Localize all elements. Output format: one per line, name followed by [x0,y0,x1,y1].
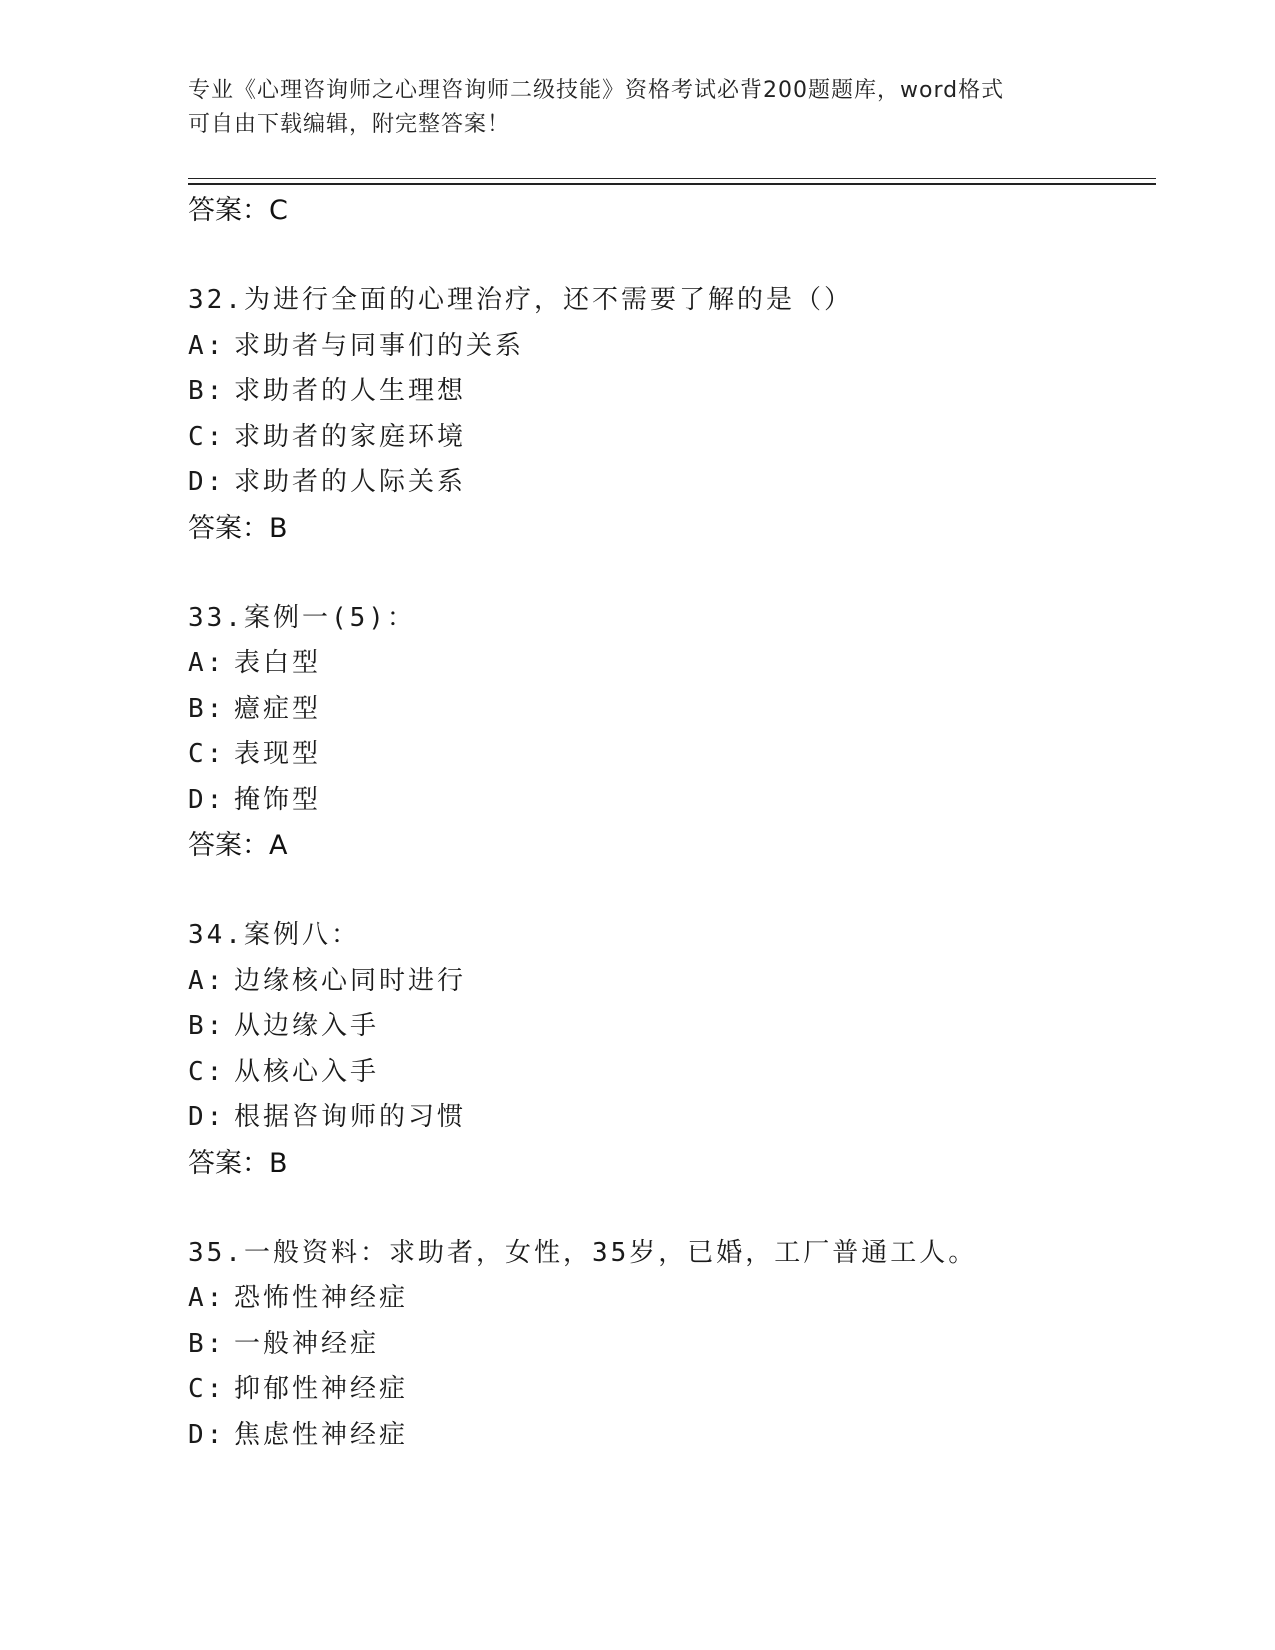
option-letter: C: [188,421,226,452]
header-divider-thick [188,183,1156,185]
option-a [188,324,1148,370]
option-letter: A: [188,648,226,678]
answer-line: 答案：B [188,1147,288,1179]
option-text: 表现型 [234,739,322,769]
option-letter: D: [188,1419,226,1450]
question-34 [188,913,1148,1187]
option-b [188,1322,1148,1368]
previous-answer: 答案：C [188,195,288,226]
question-list [188,188,1148,1458]
question-text: 33.案例一(5)： [188,602,416,633]
header-line-1: 专业《心理咨询师之心理咨询师二级技能》资格考试必背200题题库，word格式 [188,78,1005,103]
option-text: 焦虑性神经症 [234,1419,409,1450]
option-text: 求助者的人生理想 [234,376,467,406]
answer-line: 答案：B [188,512,288,544]
option-text: 表白型 [234,648,322,678]
option-text: 求助者与同事们的关系 [234,330,525,361]
question-text: 35.一般资料：求助者，女性，35岁，已婚，工厂普通工人。 [188,1237,978,1268]
option-d [188,1095,1148,1141]
option-d [188,1413,1148,1459]
option-b [188,687,1148,733]
option-d [188,460,1148,506]
option-letter: B: [188,693,226,724]
option-c [188,415,1148,461]
option-text: 一般神经症 [234,1328,380,1359]
header-line-2: 可自由下载编辑，附完整答案！ [188,112,511,137]
option-letter: B: [188,1328,226,1359]
option-d [188,778,1148,824]
option-text: 抑郁性神经症 [234,1374,409,1404]
option-letter: A: [188,965,226,996]
answer-line: 答案：A [188,830,288,861]
option-letter: D: [188,467,226,497]
option-text: 求助者的人际关系 [234,467,467,497]
option-letter: D: [188,1102,226,1132]
option-c [188,1050,1148,1096]
option-text: 求助者的家庭环境 [234,421,467,452]
option-a [188,959,1148,1005]
question-text: 32.为进行全面的心理治疗，还不需要了解的是（） [188,285,853,315]
option-letter: C: [188,739,226,769]
option-letter: A: [188,1283,226,1313]
option-a [188,641,1148,687]
option-c [188,1367,1148,1413]
question-text: 34.案例八： [188,920,360,950]
option-letter: A: [188,330,226,361]
option-text: 掩饰型 [234,784,322,815]
option-text: 恐怖性神经症 [234,1283,409,1313]
option-c [188,732,1148,778]
option-letter: D: [188,784,226,815]
option-text: 根据咨询师的习惯 [234,1102,467,1132]
option-a [188,1276,1148,1322]
option-letter: B: [188,376,226,406]
option-text: 癔症型 [234,693,322,724]
option-text: 从边缘入手 [234,1011,380,1041]
question-32 [188,278,1148,552]
question-33 [188,596,1148,870]
option-text: 边缘核心同时进行 [234,965,467,996]
option-b [188,369,1148,415]
option-letter: C: [188,1374,226,1404]
option-b [188,1004,1148,1050]
option-letter: C: [188,1056,226,1087]
option-text: 从核心入手 [234,1056,380,1087]
question-35 [188,1231,1148,1459]
header-divider-thin [188,178,1156,179]
document-header [188,74,1088,142]
option-letter: B: [188,1011,226,1041]
